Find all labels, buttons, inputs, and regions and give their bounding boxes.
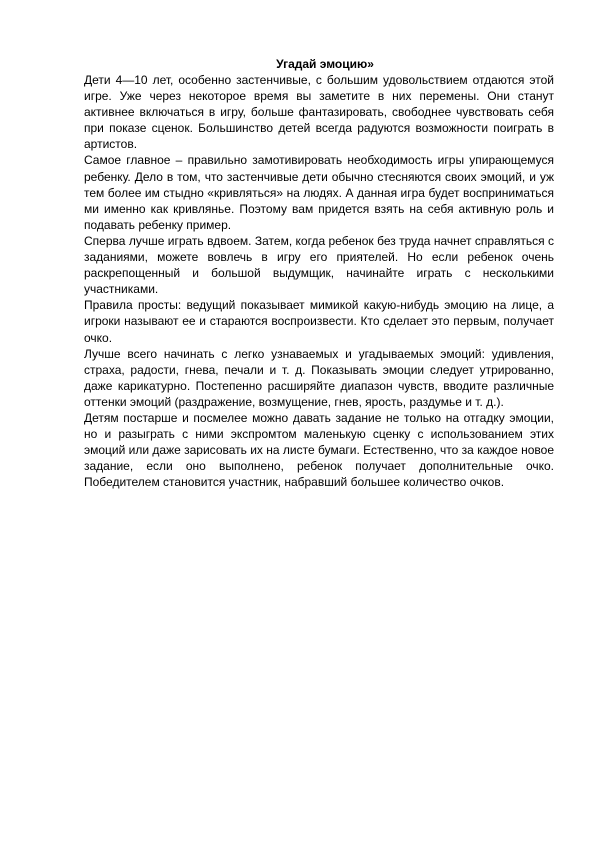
paragraph-2: Самое главное – правильно замотивировать необходимость игры упирающемуся ребенку. Дело в том, что застенчивые дети обычно стесняются своих эмоций, и уж тем более им стыдно «кривляться» на людях. А данная игра будет восприниматься ми именно как кривлянье. Поэтому вам придется взять на себя активную роль и подавать ребенку пример. [84,153,554,232]
paragraph-4: Правила просты: ведущий показывает мимикой какую-нибудь эмоцию на лице, а игроки называют ее и стараются воспроизвести. Кто сделает это первым, получает очко. [84,298,554,345]
paragraph-1: Дети 4—10 лет, особенно застенчивые, с большим удовольствием отдаются этой игре. Уже через некоторое время вы заметите в них перемены. Они станут активнее включаться в игру, больше фантазировать, свободнее чувствовать себя при показе сценок. Большинство детей всегда радуются возможности поиграть в артистов. [84,73,554,152]
document-page [84,56,554,490]
paragraph-6: Детям постарше и посмелее можно давать задание не только на отгадку эмоции, но и разыграть с ними экспромтом маленькую сценку с использованием этих эмоций или даже зарисовать их на листе бумаги. Естественно, что за каждое новое задание, если оно выполнено, ребенок получает дополнительные очко. Победителем становится участник, набравший большее количество очков. [84,410,554,490]
document-title: Угадай эмоцию» [276,57,374,71]
paragraph-3: Сперва лучше играть вдвоем. Затем, когда ребенок без труда начнет справляться с заданиями, можете вовлечь в игру его приятелей. Но если ребенок очень раскрепощенный и большой выдумщик, начинайте играть с несколькими участниками. [84,233,554,297]
paragraph-5: Лучше всего начинать с легко узнаваемых и угадываемых эмоций: удивления, страха, радости, гнева, печали и т. д. Показывать эмоции следует утрированно, даже карикатурно. Постепенно расширяйте диапазон чувств, вводите различные оттенки эмоций (раздражение, возмущение, гнев, ярость, раздумье и т. д.). [84,346,554,409]
